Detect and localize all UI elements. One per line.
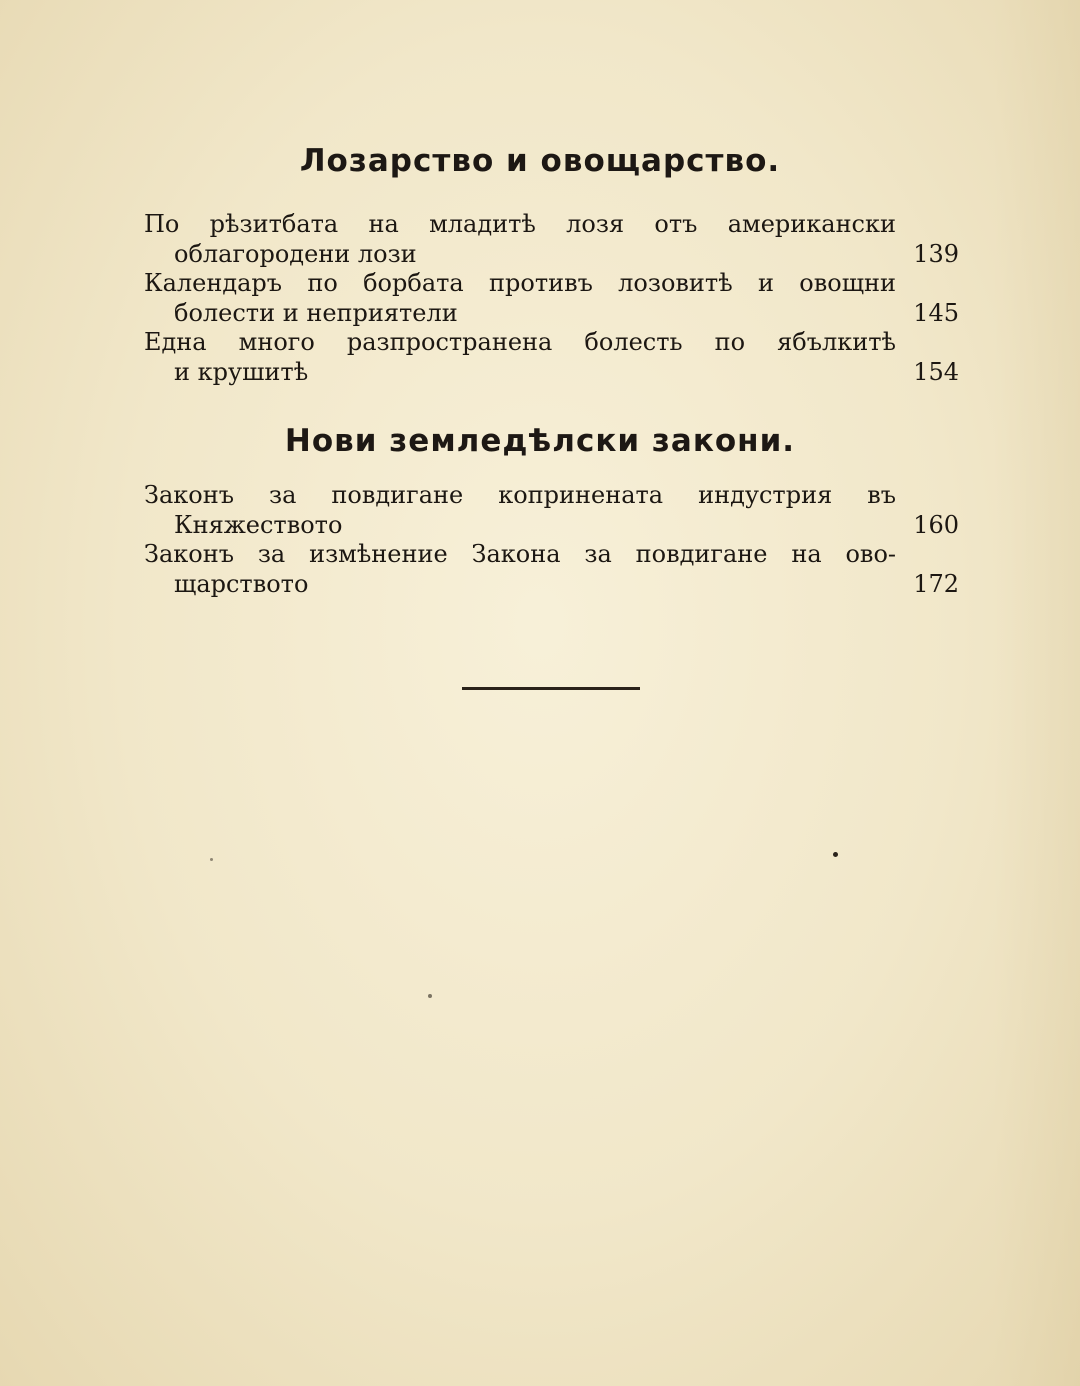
toc-entry [144, 328, 959, 387]
toc-entry-title-line2 [144, 511, 959, 541]
toc-entry-title-line1: По рѣзитбата на младитѣ лозя отъ американски [144, 210, 896, 238]
toc-entry-title-continuation: облагородени лози [174, 239, 417, 268]
toc-entry-page-number: 154 [913, 357, 959, 386]
toc-entry-page-number: 145 [913, 298, 959, 327]
toc-entry [144, 269, 959, 328]
toc-entry-page-number: 160 [913, 510, 959, 539]
toc-section-viticulture [144, 210, 959, 387]
paper-speck [210, 858, 213, 861]
toc-entry-title-continuation: щарството [174, 569, 309, 598]
paper-speck [833, 852, 838, 857]
toc-entry-page-number: 139 [913, 239, 959, 268]
closing-rule-divider [462, 687, 640, 690]
toc-entry-title-line1: Законъ за измѣнение Закона за повдигане на ово- [144, 540, 896, 568]
toc-entry-title-continuation: Княжеството [174, 510, 343, 539]
section-heading-viticulture: Лозарство и овощарство. [299, 143, 781, 179]
toc-entry [144, 540, 959, 599]
toc-entry-title-line2 [144, 570, 959, 600]
toc-entry-title-line1: Календаръ по борбата противъ лозовитѣ и овощни [144, 269, 896, 297]
toc-entry-title-line2 [144, 299, 959, 329]
toc-entry-title-continuation: и крушитѣ [174, 357, 309, 386]
toc-entry-title-line1: Законъ за повдигане копринената индустрия въ [144, 481, 896, 509]
toc-entry-title-line1: Една много разпространена болесть по ябълкитѣ [144, 328, 896, 356]
toc-entry [144, 481, 959, 540]
paper-speck [428, 994, 432, 998]
toc-entry-title-line2 [144, 358, 959, 388]
section-heading-agricultural-laws: Нови земледѣлски закони. [284, 423, 796, 459]
toc-entry-title-line2 [144, 240, 959, 270]
toc-entry [144, 210, 959, 269]
toc-entry-title-continuation: болести и неприятели [174, 298, 458, 327]
toc-entry-page-number: 172 [913, 569, 959, 598]
toc-section-agricultural-laws [144, 481, 959, 599]
